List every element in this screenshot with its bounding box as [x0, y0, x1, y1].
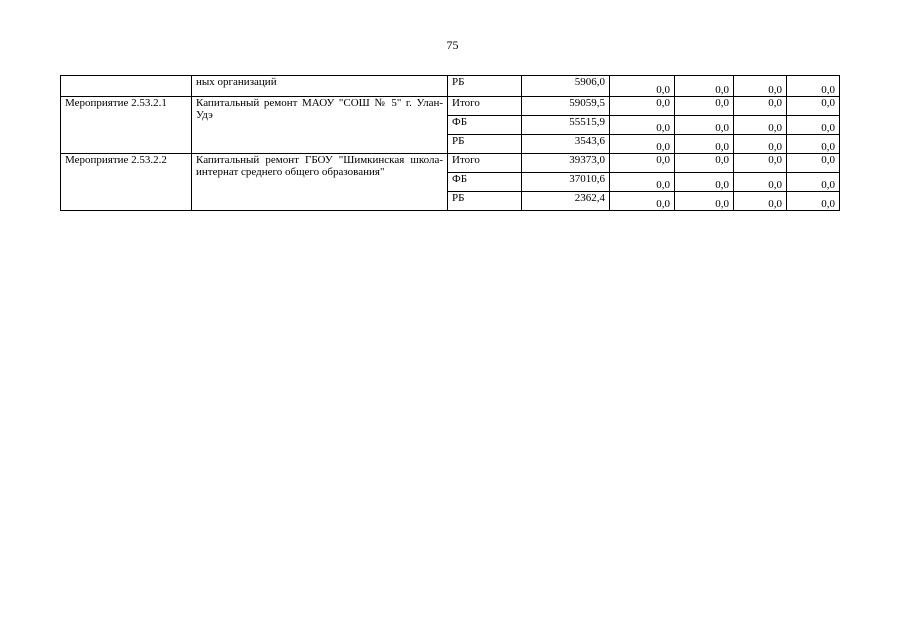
measure-name-cell: Мероприятие 2.53.2.1 [61, 97, 192, 154]
year-value-cell: 0,0 [734, 97, 787, 116]
amount-cell: 55515,9 [522, 116, 610, 135]
year-value-cell: 0,0 [787, 97, 840, 116]
year-value-cell: 0,0 [734, 116, 787, 135]
year-value-cell: 0,0 [610, 192, 675, 211]
year-value-cell: 0,0 [734, 154, 787, 173]
amount-cell: 59059,5 [522, 97, 610, 116]
amount-cell: 39373,0 [522, 154, 610, 173]
amount-cell: 2362,4 [522, 192, 610, 211]
amount-cell: 3543,6 [522, 135, 610, 154]
measure-name-cell [61, 76, 192, 97]
year-value-cell: 0,0 [675, 97, 734, 116]
description-cell: Капитальный ремонт ГБОУ "Шимкинская школа-интернат среднего общего образования" [192, 154, 448, 211]
table-row-continuation [61, 76, 840, 97]
source-cell: Итого [448, 97, 522, 116]
year-value-cell: 0,0 [787, 173, 840, 192]
description-cell: ных организаций [192, 76, 448, 97]
year-value-cell: 0,0 [734, 173, 787, 192]
year-value-cell: 0,0 [610, 173, 675, 192]
year-value-cell: 0,0 [610, 76, 675, 97]
page-number: 75 [446, 38, 459, 52]
year-value-cell: 0,0 [734, 76, 787, 97]
year-value-cell: 0,0 [787, 135, 840, 154]
year-value-cell: 0,0 [610, 135, 675, 154]
source-cell: РБ [448, 192, 522, 211]
source-cell: ФБ [448, 116, 522, 135]
year-value-cell: 0,0 [734, 135, 787, 154]
table-row-total [61, 97, 840, 116]
year-value-cell: 0,0 [610, 97, 675, 116]
year-value-cell: 0,0 [675, 76, 734, 97]
budget-table [60, 75, 840, 211]
source-cell: РБ [448, 135, 522, 154]
year-value-cell: 0,0 [787, 154, 840, 173]
year-value-cell: 0,0 [675, 154, 734, 173]
description-cell: Капитальный ремонт МАОУ "СОШ № 5" г. Улан-Удэ [192, 97, 448, 154]
year-value-cell: 0,0 [675, 192, 734, 211]
year-value-cell: 0,0 [675, 135, 734, 154]
amount-cell: 5906,0 [522, 76, 610, 97]
source-cell: РБ [448, 76, 522, 97]
year-value-cell: 0,0 [787, 116, 840, 135]
source-cell: Итого [448, 154, 522, 173]
year-value-cell: 0,0 [675, 116, 734, 135]
year-value-cell: 0,0 [610, 154, 675, 173]
source-cell: ФБ [448, 173, 522, 192]
year-value-cell: 0,0 [787, 192, 840, 211]
table-row-total [61, 154, 840, 173]
amount-cell: 37010,6 [522, 173, 610, 192]
year-value-cell: 0,0 [787, 76, 840, 97]
year-value-cell: 0,0 [610, 116, 675, 135]
year-value-cell: 0,0 [675, 173, 734, 192]
measure-name-cell: Мероприятие 2.53.2.2 [61, 154, 192, 211]
year-value-cell: 0,0 [734, 192, 787, 211]
